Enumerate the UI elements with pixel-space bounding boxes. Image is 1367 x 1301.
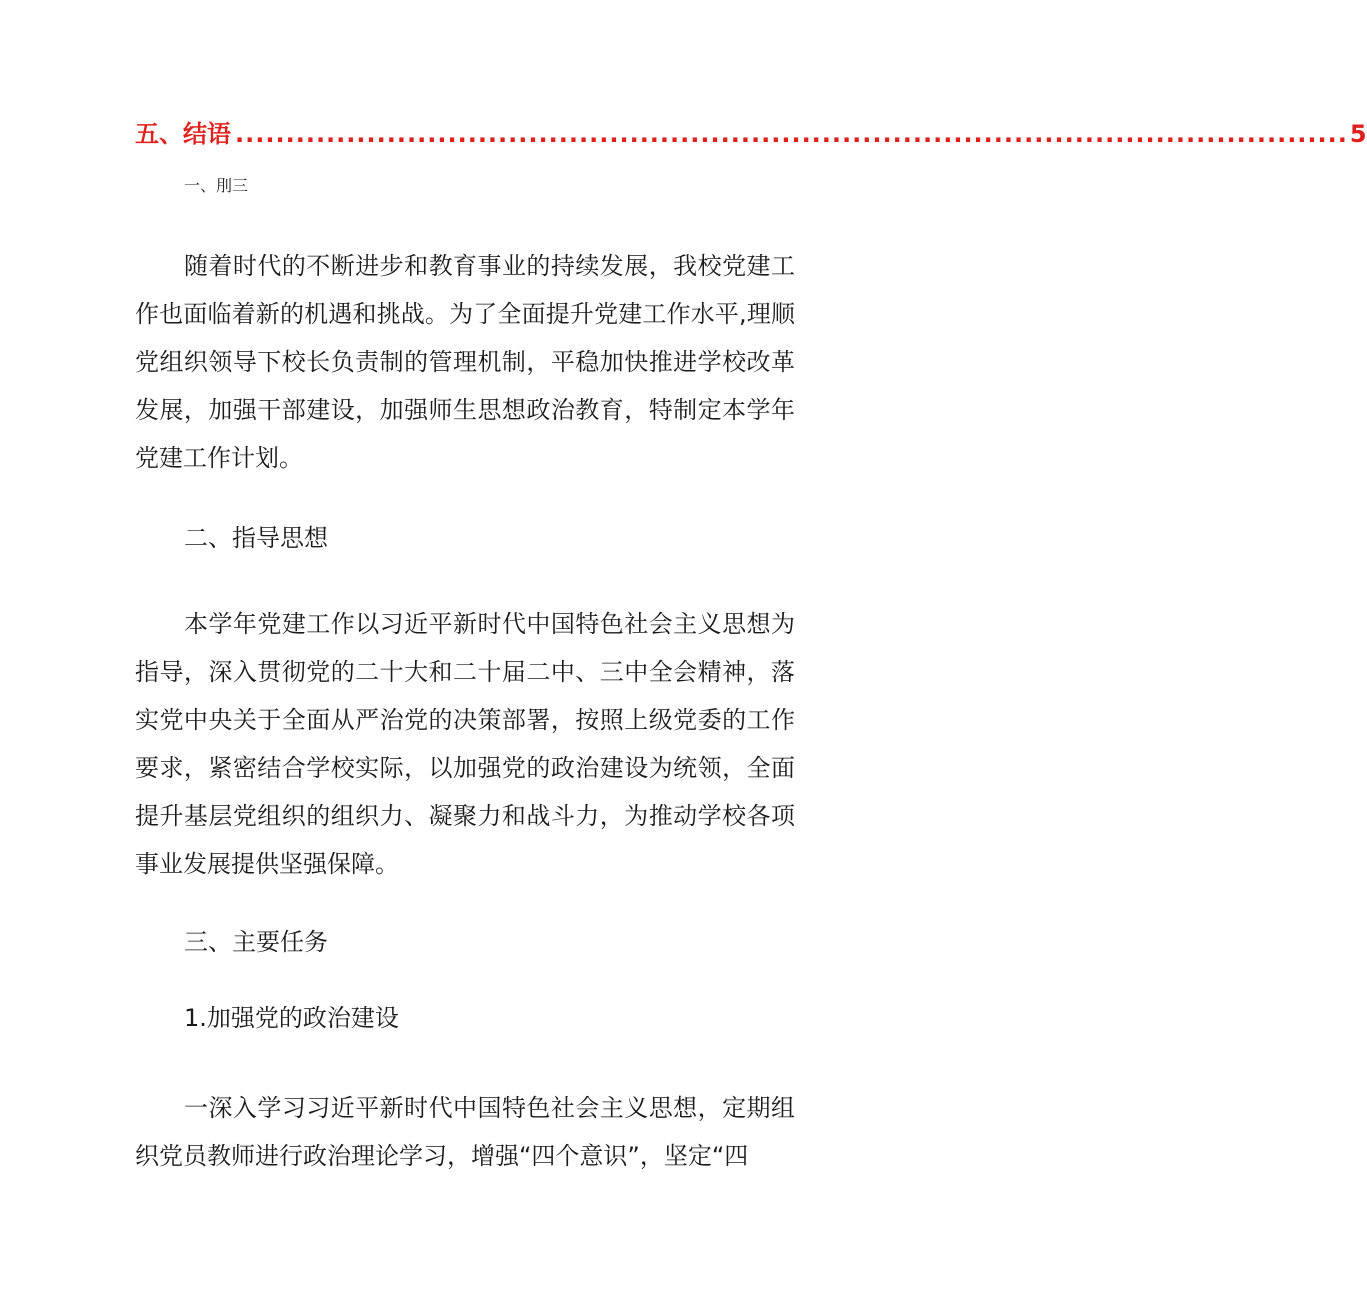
intro-heading: 一、刖三 [184, 176, 249, 195]
toc-page-number: 5 [1349, 120, 1367, 148]
task-1-heading: 1.加强党的政治建设 [184, 1004, 399, 1032]
intro-paragraph: 随着时代的不断进步和教育事业的持续发展，我校党建工作也面临着新的机遇和挑战。为了全面提升党建工作水平,理顺党组织领导下校长负责制的管理机制，平稳加快推进学校改革发展，加强干部建设，加强师生思想政治教育，特制定本学年党建工作计划。 [135, 252, 795, 472]
guiding-thought-paragraph: 本学年党建工作以习近平新时代中国特色社会主义思想为指导，深入贯彻党的二十大和二十届二中、三中全会精神，落实党中央关于全面从严治党的决策部署，按照上级党委的工作要求，紧密结合学校实际，以加强党的政治建设为统领，全面提升基层党组织的组织力、凝聚力和战斗力，为推动学校各项事业发展提供坚强保障。 [135, 610, 795, 878]
task-1-paragraph: 一深入学习习近平新时代中国特色社会主义思想，定期组织党员教师进行政治理论学习，增强“四个意识”，坚定“四 [135, 1094, 795, 1170]
toc-entry-title: 五、结语 [135, 120, 231, 148]
toc-dot-leader: .............................................................................................................. [235, 120, 1348, 148]
toc-entry-conclusion[interactable] [135, 112, 1367, 156]
guiding-thought-heading: 二、指导思想 [184, 524, 328, 552]
main-tasks-heading: 三、主要任务 [184, 928, 328, 956]
